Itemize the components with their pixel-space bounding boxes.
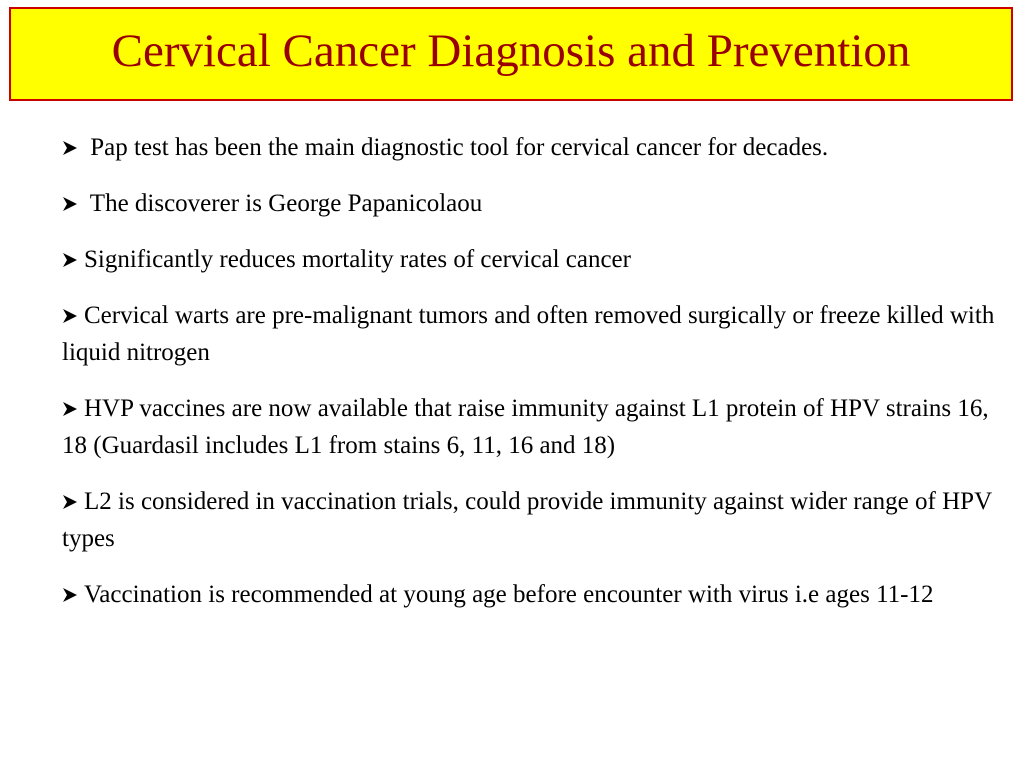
bullet-item: [62, 241, 997, 278]
bullet-item: [62, 185, 997, 222]
arrow-bullet-icon: [62, 390, 84, 427]
bullet-text: Vaccination is recommended at young age before encounter with virus i.e ages 11-12: [84, 581, 934, 608]
slide-title: Cervical Cancer Diagnosis and Prevention: [111, 24, 911, 77]
arrow-bullet-icon: [62, 241, 84, 278]
arrow-bullet-icon: [62, 297, 84, 334]
bullet-text: L2 is considered in vaccination trials, could provide immunity against wider range of HPV types: [62, 488, 992, 552]
arrow-bullet-icon: [62, 576, 84, 613]
bullet-item: [62, 129, 997, 166]
bullet-text: The discoverer is George Papanicolaou: [84, 190, 483, 217]
bullet-text: HVP vaccines are now available that raise immunity against L1 protein of HPV strains 16, 18 (Guardasil includes L1 from stains 6, 11, 16 and 18): [62, 395, 989, 459]
arrow-bullet-icon: [62, 129, 84, 166]
bullet-list: [62, 129, 997, 632]
title-banner: [9, 7, 1013, 101]
bullet-item: [62, 576, 997, 613]
bullet-item: [62, 483, 997, 557]
arrow-bullet-icon: [62, 185, 84, 222]
bullet-item: [62, 297, 997, 371]
bullet-text: Pap test has been the main diagnostic tool for cervical cancer for decades.: [84, 134, 829, 161]
bullet-item: [62, 390, 997, 464]
bullet-text: Cervical warts are pre-malignant tumors and often removed surgically or freeze killed with liquid nitrogen: [62, 302, 995, 366]
bullet-text: Significantly reduces mortality rates of cervical cancer: [84, 246, 631, 273]
arrow-bullet-icon: [62, 483, 84, 520]
